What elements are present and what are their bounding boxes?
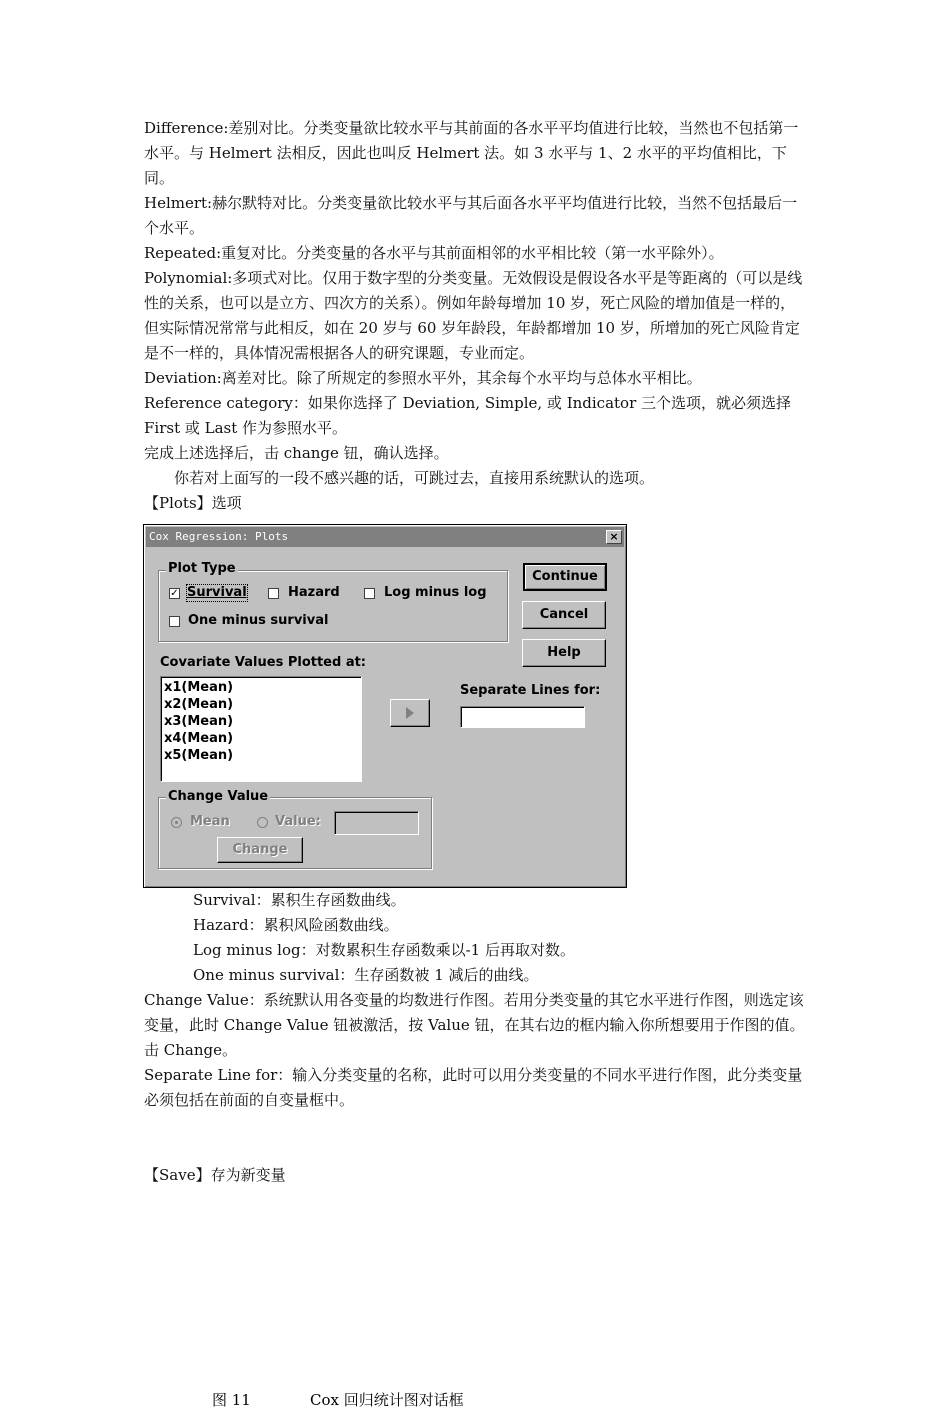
list-item[interactable]: x4(Mean): [164, 731, 234, 746]
paragraph-repeated: Repeated:重复对比。分类变量的各水平与其前面相邻的水平相比较（第一水平除外）。: [144, 244, 724, 262]
list-item[interactable]: x3(Mean): [164, 714, 234, 729]
mean-label: Mean: [190, 814, 230, 829]
list-item[interactable]: x1(Mean): [164, 680, 234, 695]
plot-type-label: Plot Type: [168, 561, 236, 576]
hazard-label: Hazard: [288, 585, 340, 600]
value-radio[interactable]: [257, 817, 268, 828]
survival-label: Survival: [187, 585, 247, 600]
one-minus-survival-checkbox[interactable]: [169, 616, 180, 627]
plot-type-group: [158, 570, 508, 642]
change-button[interactable]: Change: [217, 837, 303, 863]
paragraph-one-minus-survival: One minus survival：生存函数被 1 减后的曲线。: [193, 966, 539, 984]
hazard-checkbox[interactable]: [268, 588, 279, 599]
list-item[interactable]: x2(Mean): [164, 697, 234, 712]
paragraph-log-minus-log: Log minus log：对数累积生存函数乘以-1 后再取对数。: [193, 941, 575, 959]
separate-lines-label: Separate Lines for:: [460, 683, 601, 698]
value-input[interactable]: [334, 811, 419, 835]
value-label: Value:: [275, 814, 321, 829]
paragraph-reference-category: Reference category：如果你选择了 Deviation, Simple, 或 Indicator 三个选项，就必须选择 First 或 Last 作为参照水平。: [144, 394, 792, 437]
paragraph-hazard: Hazard：累积风险函数曲线。: [193, 916, 399, 934]
paragraph-difference: Difference:差别对比。分类变量欲比较水平与其前面的各水平平均值进行比较，当然也不包括第一水平。与 Helmert 法相反，因此也叫反 Helmert 法。如 3 水平与 1、2 水平的平均值相比，下同。: [144, 119, 799, 187]
separate-lines-input[interactable]: [460, 706, 585, 728]
continue-button[interactable]: Continue: [523, 563, 607, 591]
list-item[interactable]: x5(Mean): [164, 748, 234, 763]
change-value-label: Change Value: [168, 789, 269, 804]
paragraph-helmert: Helmert:赫尔默特对比。分类变量欲比较水平与其后面各水平平均值进行比较，当然不包括最后一个水平。: [144, 194, 798, 237]
log-minus-log-checkbox[interactable]: [364, 588, 375, 599]
paragraph-deviation: Deviation:离差对比。除了所规定的参照水平外，其余每个水平均与总体水平相比。: [144, 369, 702, 387]
one-minus-survival-label: One minus survival: [188, 613, 329, 628]
covariate-listbox[interactable]: [160, 676, 362, 782]
arrow-right-icon: [406, 707, 414, 719]
heading-save: 【Save】存为新变量: [144, 1166, 286, 1184]
cancel-button[interactable]: Cancel: [522, 601, 606, 629]
paragraph-skip-note: 你若对上面写的一段不感兴趣的话，可跳过去，直接用系统默认的选项。: [144, 469, 655, 487]
figure-number: 图 11: [212, 1391, 251, 1409]
paragraph-change-value: Change Value：系统默认用各变量的均数进行作图。若用分类变量的其它水平进行作图，则选定该变量，此时 Change Value 钮被激活，按 Value 钮，在其右边的框内输入你所想要用于作图的值。击 Change。: [144, 991, 805, 1059]
paragraph-polynomial: Polynomial:多项式对比。仅用于数字型的分类变量。无效假设是假设各水平是等距离的（可以是线性的关系，也可以是立方、四次方的关系）。例如年龄每增加 10 岁，死亡风险的增加值是一样的，但实际情况常常与此相反，如在 20 岁与 60 岁年龄段，年龄都增加 10 岁，所增加的死亡风险肯定是不一样的，具体情况需根据各人的研究课题，专业而定。: [144, 269, 803, 362]
covariate-values-label: Covariate Values Plotted at:: [160, 655, 367, 670]
figure-caption: Cox 回归统计图对话框: [310, 1391, 464, 1409]
heading-plots: 【Plots】选项: [144, 494, 242, 512]
paragraph-separate-line: Separate Line for：输入分类变量的名称，此时可以用分类变量的不同水平进行作图，此分类变量必须包括在前面的自变量框中。: [144, 1066, 803, 1109]
dialog-title: Cox Regression: Plots: [149, 530, 289, 543]
move-right-button[interactable]: [390, 699, 430, 727]
dialog-titlebar[interactable]: [146, 527, 624, 547]
log-minus-log-label: Log minus log: [384, 585, 487, 600]
paragraph-survival: Survival：累积生存函数曲线。: [193, 891, 406, 909]
mean-radio[interactable]: [171, 817, 182, 828]
survival-checkbox[interactable]: ✓: [170, 588, 179, 599]
close-icon[interactable]: ×: [606, 530, 622, 544]
paragraph-change-confirm: 完成上述选择后，击 change 钮，确认选择。: [144, 444, 449, 462]
help-button[interactable]: Help: [522, 639, 606, 667]
